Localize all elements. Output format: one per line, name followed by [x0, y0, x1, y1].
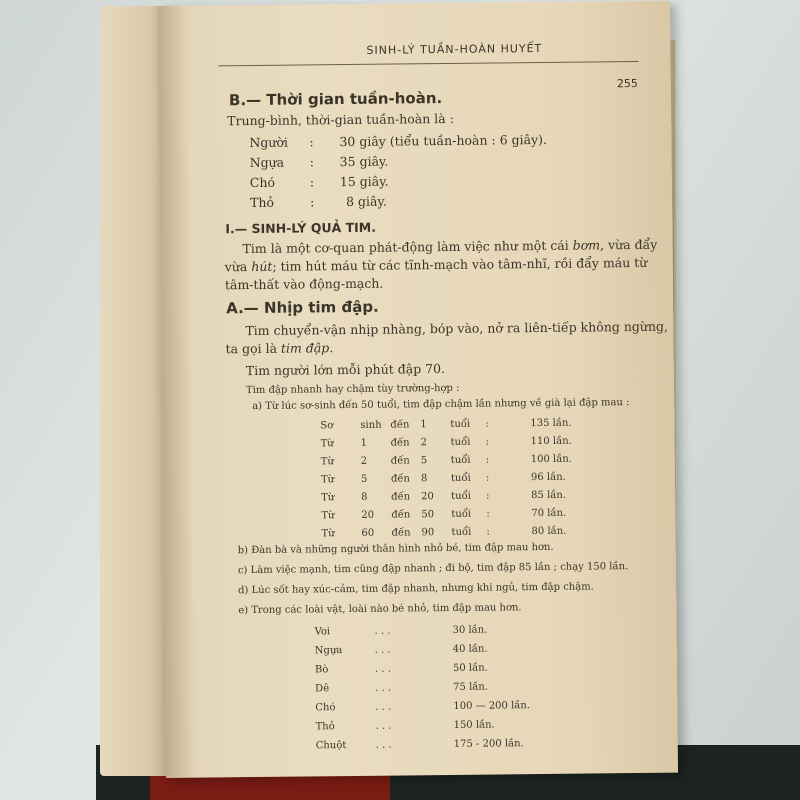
section-a-line: Tim chuyển-vận nhịp nhàng, bóp vào, nở ra liên-tiếp không ngừng, [245, 318, 669, 339]
item-d: d) Lúc sốt hay xúc-cảm, tim đập nhanh, nhưng khi ngủ, tim đập chậm. [238, 581, 594, 597]
section-b-heading: B.— Thời gian tuần-hoàn. [228, 89, 443, 110]
book-page [158, 1, 678, 778]
item-c: c) Làm việc mạnh, tim cũng đập nhanh ; đi bộ, tim đập 85 lần ; chạy 150 lần. [237, 561, 629, 577]
adult-heart-rate: Tim người lớn mỗi phút đập 70. [245, 361, 446, 379]
animal-table: Voi . . . 30 lần. Ngựa . . . 40 lần. Bò . . . 50 lần. Dê . . . 75 lần. Chó . . . 100 — 200 lần. Thỏ . . . 150 lần. Chuột . . . 175 - 200 lần. [314, 624, 531, 752]
section-a-line: ta gọi là tim đập. [225, 340, 334, 357]
small-intro: Tim đập nhanh hay chậm tùy trường-hợp : [245, 382, 460, 397]
section-i-line: Tim là một cơ-quan phát-động làm việc như một cái bơm, vừa đẩy [242, 236, 658, 257]
item-b: b) Đàn bà và những người thân hình nhỏ bé, tim đập mau hơn. [237, 541, 554, 557]
header-rule [219, 61, 639, 66]
running-head: SINH-LÝ TUẦN-HOÀN HUYẾT [366, 41, 543, 57]
section-b-intro: Trung-bình, thời-gian tuần-hoàn là : [227, 110, 454, 129]
item-e: e) Trong các loài vật, loài nào bé nhỏ, tim đập mau hơn. [238, 602, 522, 617]
page-content: SINH-LÝ TUẦN-HOÀN HUYẾT 255 B.— Thời gian tuần-hoàn. Trung-bình, thời-gian tuần-hoàn là : Người : 30 giây (tiểu tuần-hoàn : 6 giây). Ngựa : 35 giây. Chó : 15 giây. Thỏ : 8 giây. I.— SINH-LÝ QUẢ TIM. Tim là một cơ-quan phát-động làm việc như một cái bơm, vừa đẩy vừa hút; tim hút máu từ các tĩnh-mạch vào tâm-nhĩ, rồi đẩy máu từ tâm-thất vào động-mạch. A.— Nhịp tim đập. Tim chuyển-vận nhịp nhàng, bóp vào, nở ra liên-tiếp không ngừng, ta gọi là tim đập. Tim người lớn mỗi phút đập 70. Tim đập nhanh hay chậm tùy trường-hợp : a) Từ lúc sơ-sinh đến 50 tuổi, tim đập chậm lần nhưng về già lại đập mau : Sơ sinh đến 1 tuổi : 135 lần. Từ 1 đến 2 tuổi : 110 lần. Từ 2 đến 5 tuổi : 100 lần. Từ 5 đến 8 tuổi : 96 lần. Từ 8 đến 20 tuổi : 85 lần. Từ 20 đến 50 tuổi : 70 lần. Từ 60 đến 90 tuổi : 80 lần. b) Đàn bà và những người thân hình nhỏ bé, tim đập mau hơn. c) Làm việc mạnh, tim cũng đập nhanh ; đi bộ, tim đập 85 lần ; chạy 150 lần. d) Lúc sốt hay xúc-cảm, tim đập nhanh, nhưng khi ngủ, tim đập chậm. e) Trong các loài vật, loài nào bé nhỏ, tim đập mau hơn. Voi . . . 30 lần. Ngựa . . . 40 lần. Bò . . . 50 lần. Dê . . . 75 lần. Chó . . . 100 — 200 lần. Thỏ . . . 150 lần. Chuột . . . 175 - 200 lần. [218, 41, 648, 46]
age-table: Sơ sinh đến 1 tuổi : 135 lần. Từ 1 đến 2 tuổi : 110 lần. Từ 2 đến 5 tuổi : 100 lần. Từ 5 đến 8 tuổi : 96 lần. Từ 8 đến 20 tuổi : 85 lần. Từ 20 đến 50 tuổi : 70 lần. Từ 60 đến 90 tuổi : 80 lần. [320, 417, 573, 540]
section-i-line: tâm-thất vào động-mạch. [224, 275, 384, 293]
section-a-heading: A.— Nhịp tim đập. [226, 297, 379, 318]
section-i-line: vừa hút; tim hút máu từ các tĩnh-mạch vào tâm-nhĩ, rồi đẩy máu từ [224, 254, 648, 275]
item-a: a) Từ lúc sơ-sinh đến 50 tuổi, tim đập chậm lần nhưng về già lại đập mau : [252, 397, 630, 413]
section-i-heading: I.— SINH-LÝ QUẢ TIM. [225, 219, 377, 237]
page-number: 255 [616, 76, 638, 91]
